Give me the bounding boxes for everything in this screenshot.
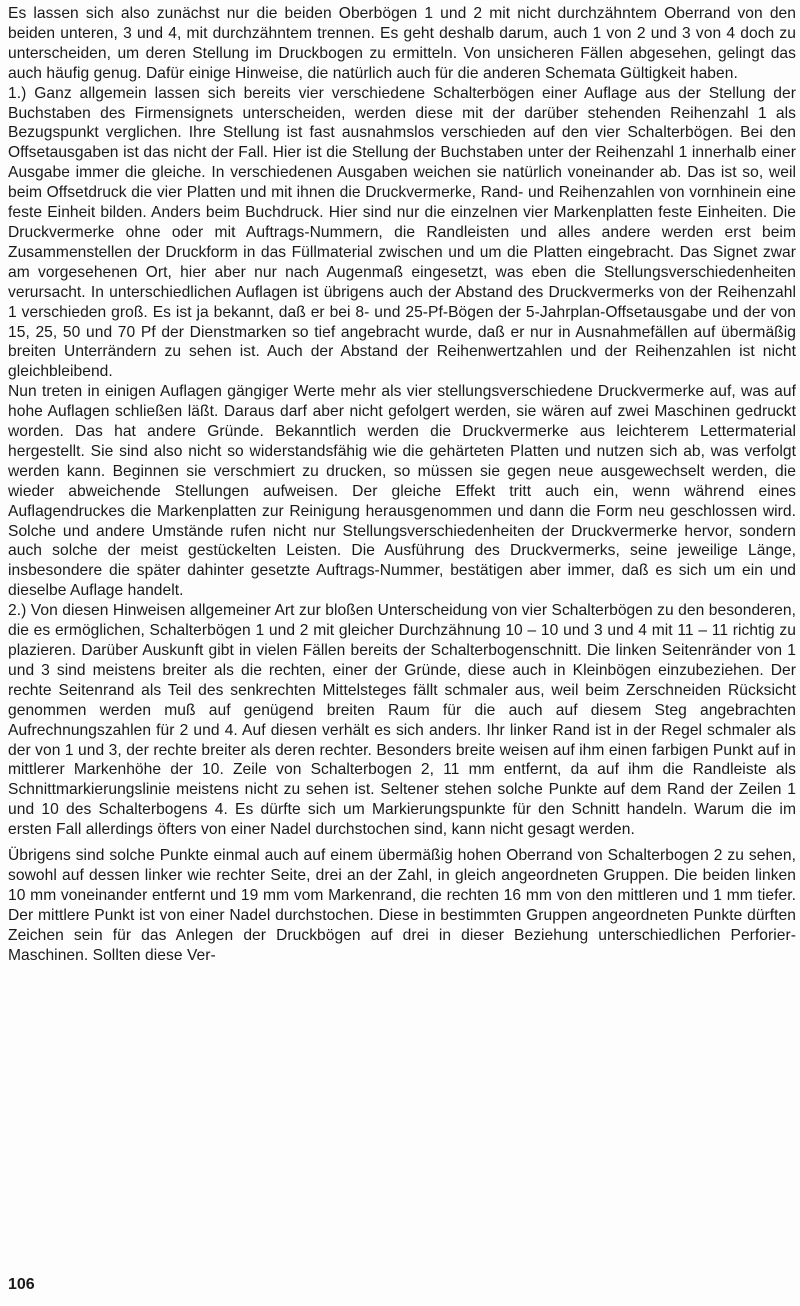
paragraph-point-2: 2.) Von diesen Hinweisen allgemeiner Art zur bloßen Unterscheidung von vier Schalterbögen zu den besonderen, die es ermöglichen, Schalterbögen 1 und 2 mit gleicher Durchzähnung 10 – 10 und 3 und 4 mit 11 – 11 richtig zu plazieren. Darüber Auskunft gibt in vielen Fällen bereits der Schalterbogenschnitt. Die linken Seitenränder von 1 und 3 sind meistens breiter als die rechten, einer der Gründe, diese auch in Kleinbögen einzubeziehen. Der rechte Seitenrand als Teil des senkrechten Mittelsteges fällt schmaler aus, weil beim Zerschneiden Rücksicht genommen werden muß auf genügend breiten Raum für die auch auf diesem Steg angebrachten Aufrechnungszahlen für 2 und 4. Auf diesen verhält es sich anders. Ihr linker Rand ist in der Regel schmaler als der von 1 und 3, der rechte breiter als deren rechter. Besonders breite weisen auf ihm einen farbigen Punkt auf in mittlerer Markenhöhe der 10. Zeile von Schalterbogen 2, 11 mm entfernt, da auf ihm die Randleiste als Schnittmarkierungslinie meistens nicht zu sehen ist. Seltener stehen solche Punkte auf dem Rand der Zeilen 1 und 10 des Schalterbogens 4. Es dürfte sich um Markierungspunkte für den Schnitt handeln. Warum die im ersten Fall allerdings öfters von einer Nadel durchstochen sind, kann nicht gesagt werden. xyxy=(8,602,796,839)
paragraph-point-1: 1.) Ganz allgemein lassen sich bereits vier verschiedene Schalterbögen einer Auflage aus der Stellung der Buchstaben des Firmensignets unterscheiden, werden diese mit der darüber stehenden Reihenzahl 1 als Bezugspunkt verglichen. Ihre Stellung ist fast ausnahmslos verschieden auf den vier Schalterbögen. Bei den Offsetausgaben ist das nicht der Fall. Hier ist die Stellung der Buchstaben unter der Reihenzahl 1 innerhalb einer Ausgabe immer die gleiche. In verschiedenen Ausgaben weichen sie natürlich voneinander ab. Das ist so, weil beim Offsetdruck die vier Platten und mit ihnen die Druckvermerke, Rand- und Reihenzahlen von vornhinein eine feste Einheit bilden. Anders beim Buchdruck. Hier sind nur die einzelnen vier Markenplatten feste Einheiten. Die Druckvermerke ohne oder mit Auftrags-Nummern, die Randleisten und alles andere werden erst beim Zusammenstellen der Druckform in das Füllmaterial zwischen und um die Platten eingebracht. Das Signet zwar am vorgesehenen Ort, hier aber nur nach Augenmaß eingesetzt, was eben die Stellungsverschiedenheiten verursacht. In unterschiedlichen Auflagen ist übrigens auch der Abstand des Druckvermerks von der Reihenzahl 1 verschieden groß. Es ist ja bekannt, daß er bei 8- und 25-Pf-Bögen der 5-Jahrplan-Offsetausgabe und der von 15, 25, 50 und 70 Pf der Dienstmarken so tief angebracht wurde, daß er nur in Ausnahmefällen auf übermäßig breiten Unterrändern zu sehen ist. Auch der Abstand der Reihenwertzahlen und der Reihenzahlen ist nicht gleichbleibend. xyxy=(8,84,796,381)
page-number: 106 xyxy=(8,1276,35,1293)
paragraph-intro: Es lassen sich also zunächst nur die beiden Oberbögen 1 und 2 mit nicht durchzähntem Oberrand von den beiden unteren, 3 und 4, mit durchzähntem trennen. Es geht deshalb darum, auch 1 von 2 und 3 von 4 doch zu unterscheiden, um deren Stellung im Druckbogen zu ermitteln. Von unsicheren Fällen abgesehen, gelingt das auch häufig genug. Dafür einige Hinweise, die natürlich auch für die anderen Schemata Gültigkeit haben. xyxy=(8,5,796,82)
paragraph-punkte: Übrigens sind solche Punkte einmal auch auf einem übermäßig hohen Oberrand von Schalterbogen 2 zu sehen, sowohl auf dessen linker wie rechter Seite, drei an der Zahl, in gleich angeordneten Gruppen. Die beiden linken 10 mm voneinander entfernt und 19 mm vom Markenrand, die rechten 16 mm von den mittleren und 1 mm tiefer. Der mittlere Punkt ist von einer Nadel durchstochen. Diese in bestimmten Gruppen angeordneten Punkte dürften Zeichen sein für das Anlegen der Druckbögen auf drei in dieser Beziehung unterschiedlichen Perforier-Maschinen. Sollten diese Ver- xyxy=(8,847,796,964)
paragraph-druckvermerke: Nun treten in einigen Auflagen gängiger Werte mehr als vier stellungsverschiedene Druckvermerke auf, was auf hohe Auflagen schließen läßt. Daraus darf aber nicht gefolgert werden, sie wären auf zwei Maschinen gedruckt worden. Das hat andere Gründe. Bekanntlich werden die Druckvermerke aus leichterem Lettermaterial hergestellt. Sie sind also nicht so widerstandsfähig wie die gehärteten Platten und nutzen sich ab, was verfolgt werden kann. Beginnen sie verschmiert zu drucken, so müssen sie gegen neue ausgewechselt werden, die wieder abweichende Stellungen aufweisen. Der gleiche Effekt tritt auch ein, wenn während eines Auflagendruckes die Markenplatten zur Reinigung herausgenommen und dann die Form neu geschlossen wird. Solche und andere Umstände rufen nicht nur Stellungsverschiedenheiten der Druckvermerke hervor, sondern auch solche der meist gestückelten Leisten. Die Ausführung des Druckvermerks, seine jeweilige Länge, insbesondere die später dahinter gesetzte Auftrags-Nummer, bestätigen aber immer, daß es sich um ein und dieselbe Auflage handelt. xyxy=(8,383,796,600)
body-text xyxy=(8,4,796,966)
